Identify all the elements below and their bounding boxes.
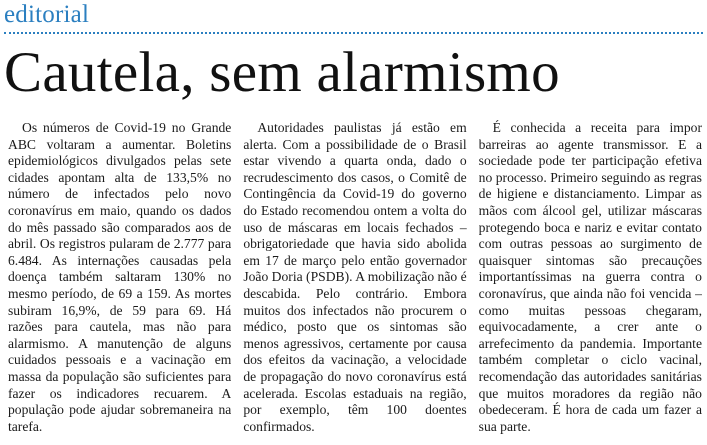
- article-column-2: [243, 120, 466, 442]
- article-paragraph: Autoridades paulistas já estão em alerta. Com a possibilidade de o Brasil estar vivendo a quarta onda, dado o recrudescimento dos casos, o Comitê de Contingência da Covid-19 do governo do Estado recomendou ontem a volta do uso de máscaras em locais fechados – obrigatoriedade que havia sido abolida em 17 de março pelo então governador João Doria (PSDB). A mobilização não é descabida. Pelo contrário. Embora muitos dos infectados não procurem o médico, posto que os sintomas são menos agressivos, certamente por causa dos efeitos da vacinação, a velocidade de propagação do novo coronavírus está acelerada. Escolas estaduais na região, por exemplo, têm 100 doentes confirmados.: [243, 120, 467, 434]
- article-body: [8, 120, 702, 442]
- section-divider: [4, 32, 703, 34]
- section-label: editorial: [4, 1, 90, 28]
- article-paragraph: Os números de Covid-19 no Grande ABC voltaram a aumentar. Boletins epidemiológicos divulgados pelas sete cidades apontam alta de 133,5% no número de infectados pelo novo coronavírus em maio, quando os dados do mês passado são comparados aos de abril. Os registros pularam de 2.777 para 6.484. As internações causadas pela doença também saltaram 130% no mesmo período, de 69 a 159. As mortes subiram 16,9%, de 59 para 69. Há razões para cautela, mas não para alarmismo. A manutenção de alguns cuidados pessoais e a vacinação em massa da população são suficientes para fazer os indicadores recuarem. A população pode ajudar sobremaneira na tarefa.: [8, 120, 232, 434]
- article-column-3: [479, 120, 702, 442]
- headline: Cautela, sem alarmismo: [4, 41, 560, 104]
- article-paragraph: É conhecida a receita para impor barreiras ao agente transmissor. E a sociedade pode ter participação efetiva no processo. Primeiro seguindo as regras de higiene e distanciamento. Limpar as mãos com álcool gel, utilizar máscaras protegendo boca e nariz e evitar contato com outras pessoas ao surgimento de quaisquer sintomas são precauções importantíssimas na guerra contra o coronavírus, que ainda não foi vencida – como muitas pessoas chegaram, equivocadamente, a crer ante o arrefecimento da pandemia. Importante também completar o ciclo vacinal, recomendação das autoridades sanitárias que muitos moradores da região não obedeceram. É hora de cada um fazer a sua parte.: [478, 120, 702, 434]
- article-column-1: [8, 120, 231, 442]
